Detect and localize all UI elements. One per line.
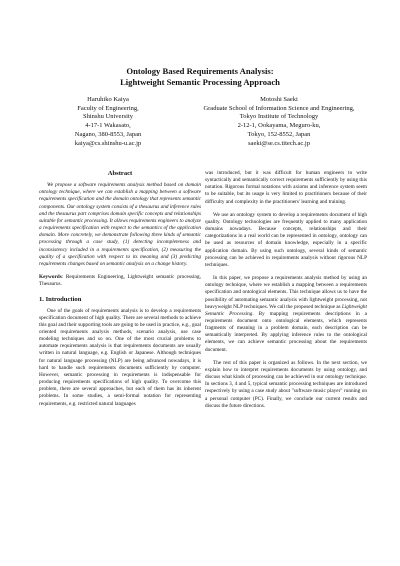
abstract-text: We propose a software requirements analysis method based on domain ontology technique, where we can establish a mapping between a software requirements specification and the domain ontology that represents semantic components. Our ontology system consists of a thesaurus and inference rules and the thesaurus part comprises domain specific concepts and relationships suitable for semantic processing. It allows requirements engineers to analyze a requirements specification with respect to the semantics of the application domain. More concretely, we demonstrate following three kinds of semantic processing through a case study, (1) detecting incompleteness and inconsistency included in a requirements specification, (2) measuring the quality of a specification with respect to its meaning and (3) predicting requirements changes based on semantic analysis on a change history. — [39, 182, 201, 267]
author-street: 4-17-1 Wakasato, — [85, 122, 131, 130]
author-institution: Tokyo Institute of Technology — [239, 113, 319, 121]
keywords-text: : Requirements Engineering, Lightweight semantic processing, Thesaurus. — [39, 274, 201, 288]
intro-paragraph-1: One of the goals of requirements analysis is to develop a requirements specification document of high quality. There are several methods to achieve this goal and their supporting tools are going to be used in practice, e.g., goal oriented requirements analysis methods, scenario analysis, use case modeling techniques and so on. One of the most crucial problems to automate requirements analysis is that requirements documents are usually written in natural language, e.g. English or Japanese. Although techniques for natural language processing (NLP) are being advanced nowadays, it is hard to handle such requirements documents sufficiently by computer. However, semantic processing in requirements is indispensable for producing requirements specifications of high quality. To overcome this problem, there are several approaches, but each of them has its inherent problems. In some studies, a semi-formal notation for representing requirements, e.g. restricted natural languages — [39, 307, 201, 407]
author-2 — [166, 96, 392, 148]
title-line-2: Lightweight Semantic Processing Approach — [120, 77, 280, 87]
author-affiliation: Graduate School of Information Science and Engineering, — [203, 104, 355, 112]
right-column — [205, 170, 367, 416]
author-affiliation: Faculty of Engineering, — [77, 104, 139, 112]
author-email[interactable]: saeki@se.cs.titech.ac.jp — [248, 139, 310, 147]
author-1 — [42, 96, 174, 148]
intro-paragraph-3 — [205, 275, 367, 354]
technique-name: Lightweight Semantic Processing — [205, 303, 368, 317]
author-city: Tokyo, 152-8552, Japan — [247, 130, 311, 138]
left-column — [39, 170, 201, 414]
intro-paragraph-1-continued: was introduced, but it was difficult for human engineers to write syntactically and semantically correct requirements sufficiently by using this notation. Rigorous formal notations with axioms and inference system seem to be suitable, but its usage is very limited to practitioners because of their difficulty and complexity in the practitioners' learning and training. — [205, 170, 367, 205]
keywords — [39, 274, 201, 288]
author-name: Haruhiko Kaiya — [87, 96, 129, 103]
section-heading-introduction: 1. Introduction — [39, 296, 82, 304]
intro-paragraph-4: The rest of this paper is organized as follows. In the next section, we explain how to interpret requirements documents by using ontology, and discuss what kinds of processing can be achieved in our ontology technique. In sections 3, 4 and 5, typical semantic processing techniques are introduced respectively by using a case study about "software music player" running on a personal computer (PC). Finally, we conclude our current results and discuss the future directions. — [205, 359, 367, 409]
author-institution: Shinshu University — [82, 113, 134, 121]
intro-paragraph-2: We use an ontology system to develop a requirements document of high quality. Ontology technologies are frequently applied to many application domains nowadays. Because concepts, relationships and their categorizations in a real world can be represented in ontology, ontology can be used as resources of domain knowledge, especially in a specific application domain. By using such ontology, several kinds of semantic processing can be achieved in requirements analysis without rigorous NLP techniques. — [205, 211, 367, 268]
abstract-heading: Abstract — [107, 170, 133, 177]
title-line-1: Ontology Based Requirements Analysis: — [126, 66, 274, 76]
intro-paragraph-3-part-a: In this paper, we propose a requirements analysis method by using an ontology technique, where we establish a mapping between a requirements specification and ontological elements. This technique allows us to have the possibility of automating semantic analysis with lightweight processing, not heavyweight NLP techniques. We call the proposed technique as — [205, 275, 367, 310]
author-email[interactable]: kaiya@cs.shinshu-u.ac.jp — [74, 139, 142, 147]
author-name: Motoshi Saeki — [260, 96, 298, 103]
intro-paragraph-3-part-b: . By mapping requirements descriptions in a requirements document onto ontological elements, which represents fragments of meaning in a problem domain, each description can be semantically interpreted. By applying inference rules to the ontological elements, we can achieve semantic processing about the requirements document. — [205, 310, 367, 353]
paper-title — [0, 66, 400, 88]
author-city: Nagano, 380-8553, Japan — [74, 130, 142, 138]
keywords-label: Keywords — [39, 274, 62, 281]
author-street: 2-12-1, Ookayama, Meguro-ku, — [237, 122, 321, 130]
